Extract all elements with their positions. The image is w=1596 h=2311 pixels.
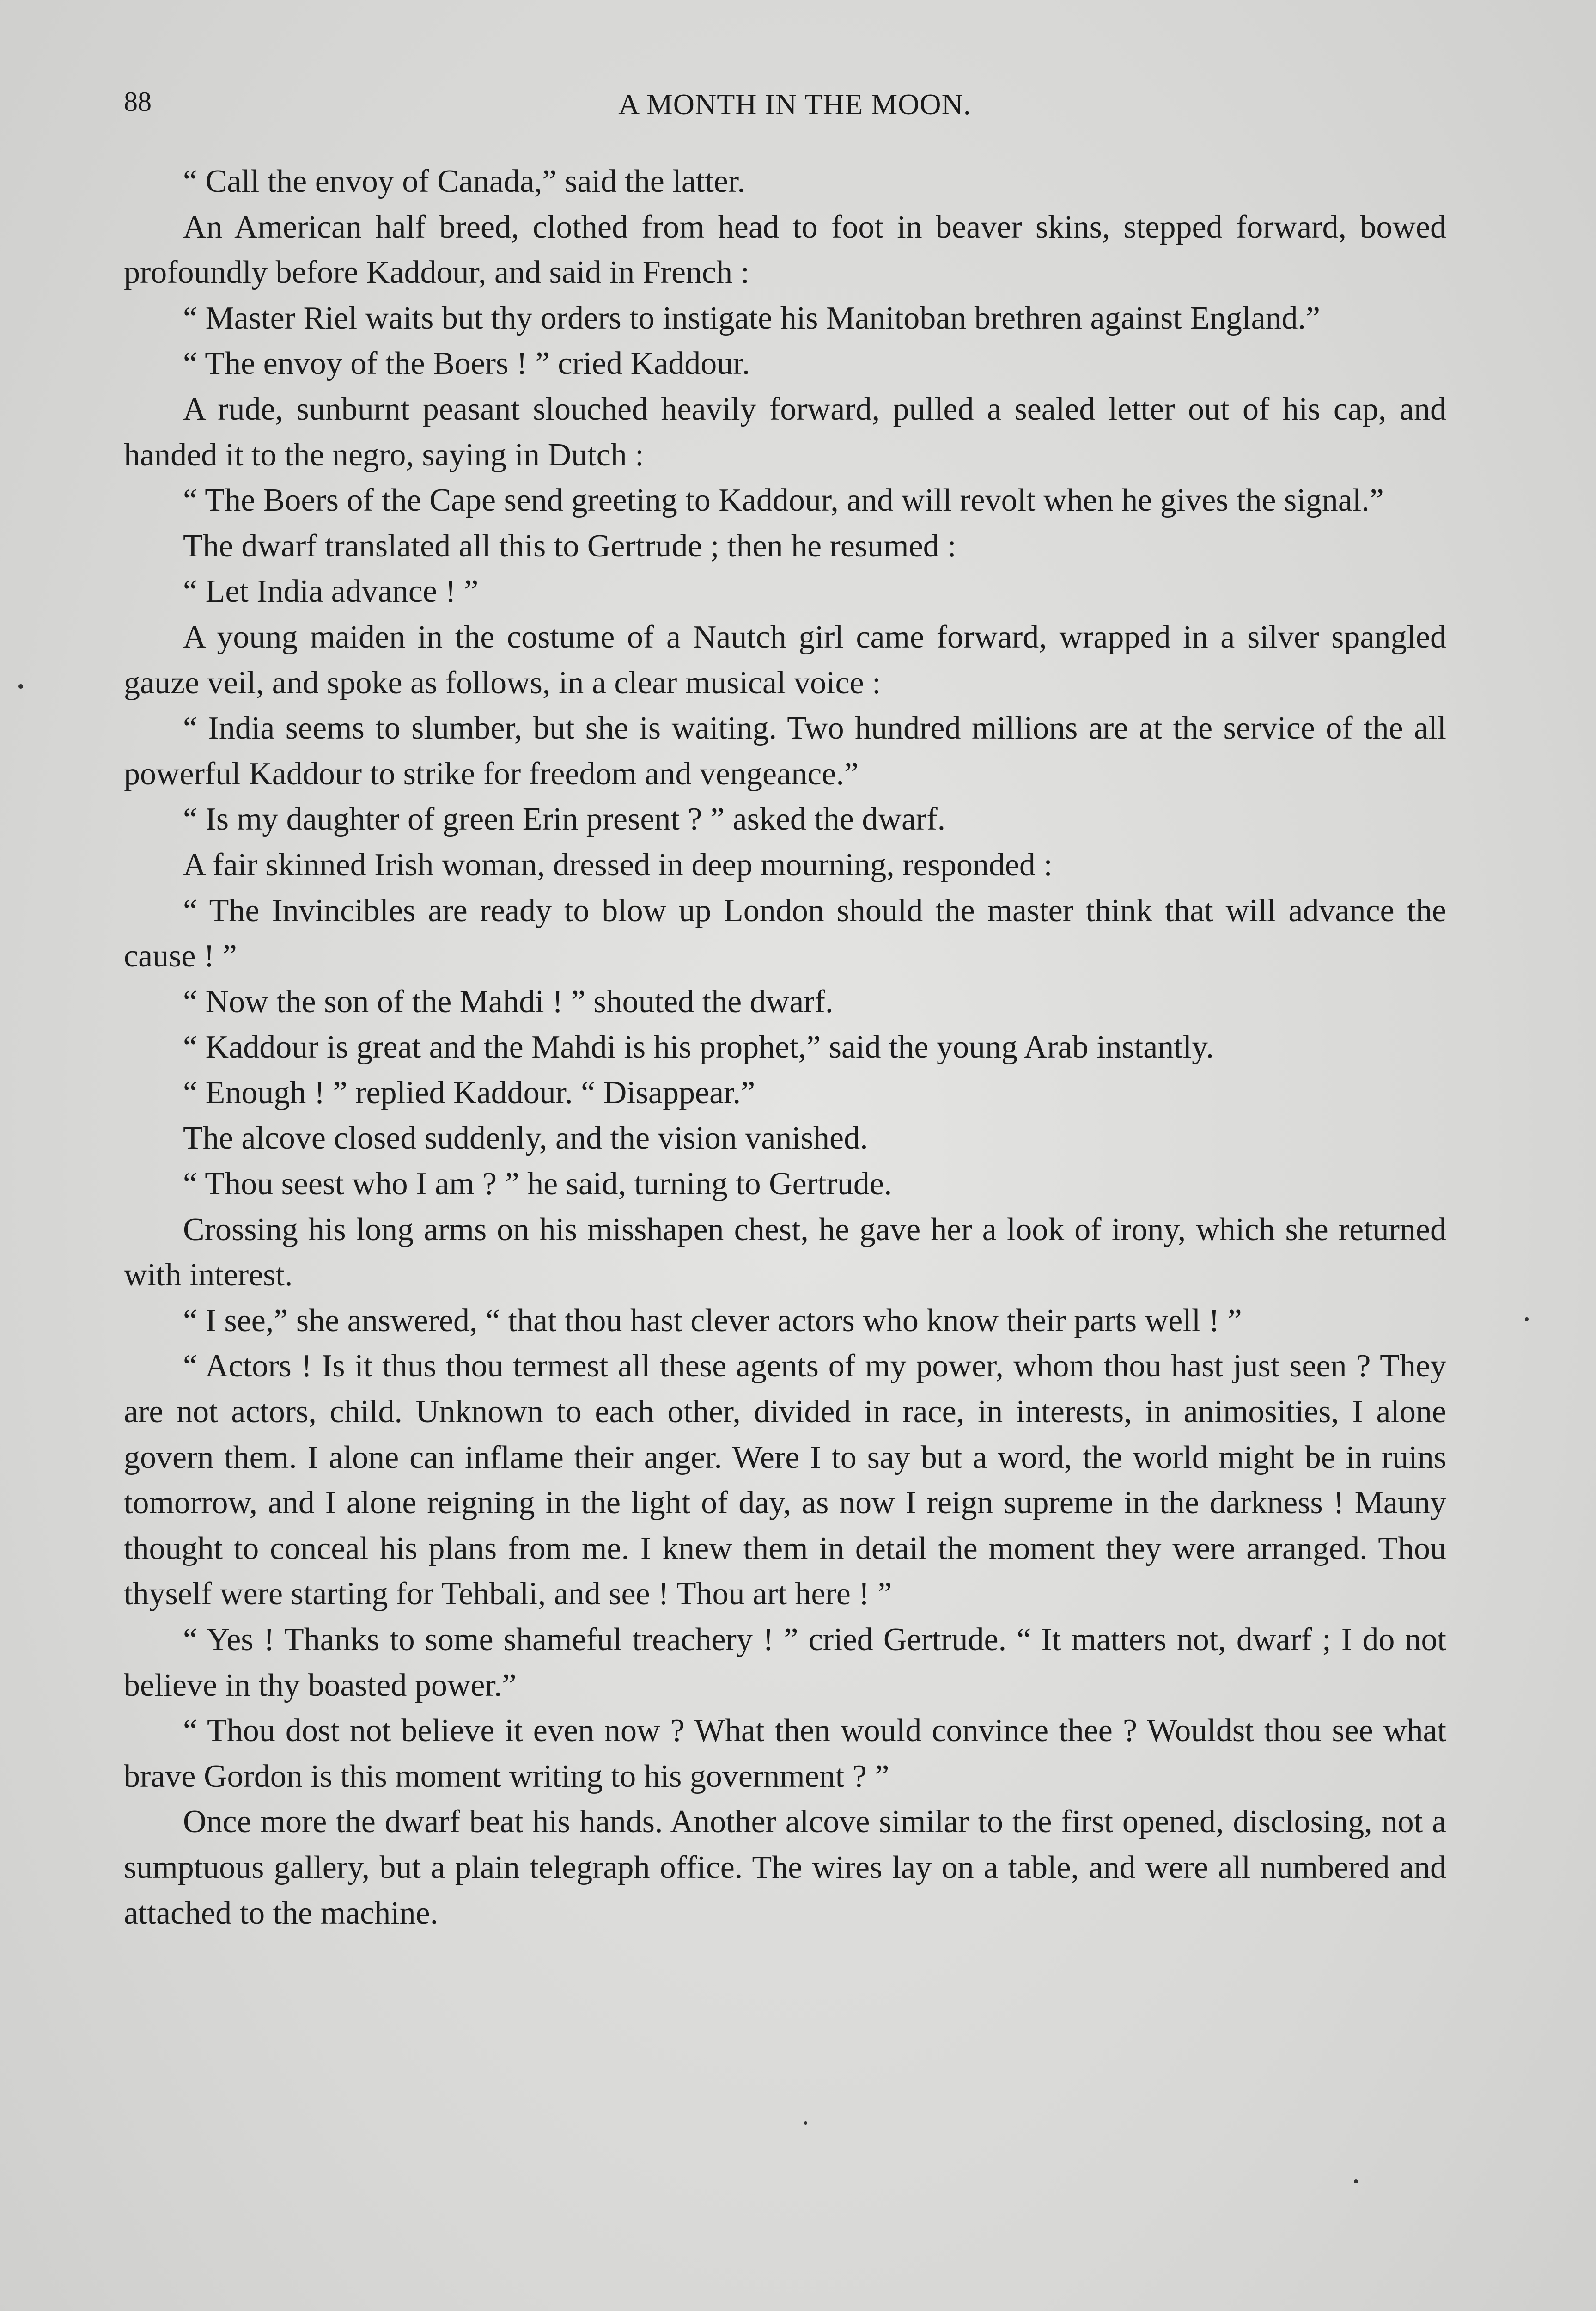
- print-speck: [1354, 2179, 1358, 2183]
- print-speck: [804, 2121, 807, 2125]
- paragraph: Crossing his long arms on his misshapen chest, he gave her a look of irony, which she returned with interest.: [124, 1211, 1446, 1293]
- print-speck: [18, 684, 23, 689]
- paragraph: “ Enough ! ” replied Kaddour. “ Disappear.”: [183, 1075, 755, 1111]
- paragraph: The dwarf translated all this to Gertrude ; then he resumed :: [183, 528, 956, 564]
- paragraph: “ The Invincibles are ready to blow up London should the master think that will advance the cause ! ”: [124, 893, 1446, 974]
- paragraph: “ Thou seest who I am ? ” he said, turning to Gertrude.: [183, 1166, 892, 1202]
- paragraph: A rude, sunburnt peasant slouched heavily forward, pulled a sealed letter out of his cap, and handed it to the negro, saying in Dutch :: [124, 391, 1446, 473]
- paragraph: “ Let India advance ! ”: [183, 574, 479, 610]
- paragraph: “ Kaddour is great and the Mahdi is his prophet,” said the young Arab instantly.: [183, 1029, 1214, 1065]
- paragraph: “ Is my daughter of green Erin present ? ” asked the dwarf.: [183, 801, 946, 838]
- paragraph: “ The Boers of the Cape send greeting to Kaddour, and will revolt when he gives the signal.”: [183, 483, 1384, 519]
- page-number: 88: [124, 86, 152, 117]
- paragraph: A fair skinned Irish woman, dressed in deep mourning, responded :: [183, 847, 1053, 883]
- paragraph: An American half breed, clothed from head to foot in beaver skins, stepped forward, bowed profoundly before Kaddour, and said in French :: [124, 209, 1446, 291]
- paragraph: Once more the dwarf beat his hands. Another alcove similar to the first opened, disclosing, not a sumptuous gallery, but a plain telegraph office. The wires lay on a table, and were all numbered and attached to the machine.: [124, 1804, 1446, 1931]
- print-speck: [1525, 1317, 1529, 1321]
- paragraph: “ Master Riel waits but thy orders to instigate his Manitoban brethren against England.”: [183, 300, 1321, 336]
- page-body: [124, 159, 1446, 1936]
- paragraph: “ The envoy of the Boers ! ” cried Kaddour.: [183, 346, 750, 382]
- paragraph: A young maiden in the costume of a Nautch girl came forward, wrapped in a silver spangled gauze veil, and spoke as follows, in a clear musical voice :: [124, 619, 1446, 701]
- running-title: A MONTH IN THE MOON.: [618, 88, 971, 121]
- paragraph: “ Yes ! Thanks to some shameful treachery ! ” cried Gertrude. “ It matters not, dwarf ; I do not believe in thy boasted power.”: [124, 1622, 1446, 1703]
- paragraph: “ Call the envoy of Canada,” said the latter.: [183, 164, 745, 199]
- paragraph: “ Actors ! Is it thus thou termest all these agents of my power, whom thou hast just seen ? They are not actors, child. Unknown to each other, divided in race, in interests, in animosities, I alone govern them. I alone can inflame their anger. Were I to say but a word, the world might be in ruins tomorrow, and I alone reigning in the light of day, as now I reign supreme in the darkness ! Mauny thought to conceal his plans from me. I knew them in detail the moment they were arranged. Thou thyself were starting for Tehbali, and see ! Thou art here ! ”: [124, 1348, 1446, 1612]
- paragraph: “ I see,” she answered, “ that thou hast clever actors who know their parts well ! ”: [183, 1302, 1242, 1339]
- paragraph: The alcove closed suddenly, and the vision vanished.: [183, 1120, 868, 1156]
- paragraph: “ Now the son of the Mahdi ! ” shouted the dwarf.: [183, 984, 834, 1020]
- paragraph: “ India seems to slumber, but she is waiting. Two hundred millions are at the service of the all powerful Kaddour to strike for freedom and vengeance.”: [124, 710, 1446, 792]
- paragraph: “ Thou dost not believe it even now ? What then would convince thee ? Wouldst thou see what brave Gordon is this moment writing to his government ? ”: [124, 1713, 1446, 1794]
